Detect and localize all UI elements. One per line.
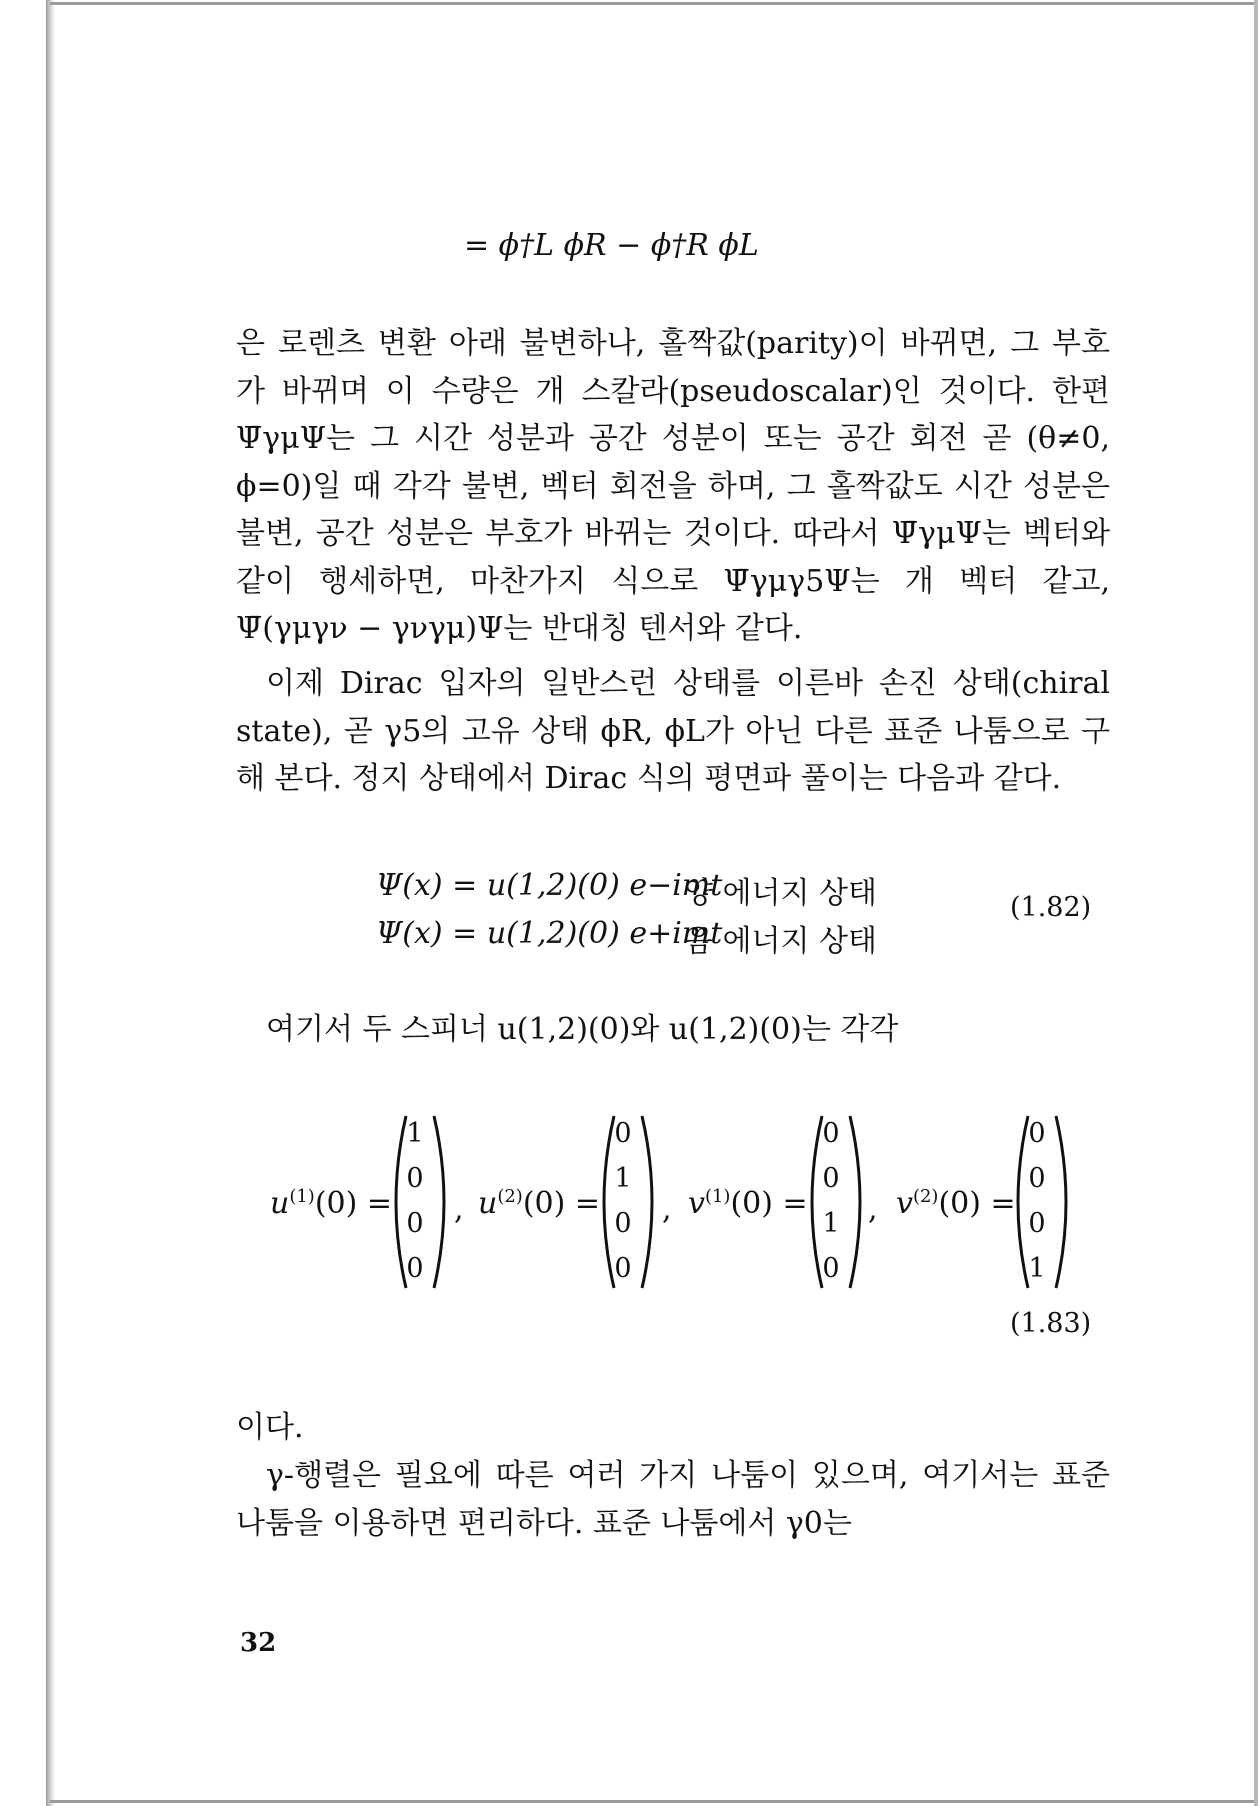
vector-u2-entry-4: 0 [614,1253,632,1284]
vector-u2-entry-3: 0 [614,1208,632,1239]
vector-u2-name [478,1186,600,1221]
vector-v2-entry-2: 0 [1028,1163,1046,1194]
vector-u1-symbol: u [270,1186,290,1221]
vector-u1-superscript: (1) [289,1186,315,1207]
vector-v1-entry-4: 0 [822,1253,840,1284]
vector-u1-entry-4: 0 [406,1253,424,1284]
page-top-edge [50,2,1258,5]
vector-u2-arg: (0) = [522,1186,600,1221]
vector-v2-symbol: v [896,1186,913,1221]
page-bottom-edge [50,1800,1258,1803]
paragraph-2: 이제 Dirac 입자의 일반스런 상태를 이른바 손진 상태(chiral state), 곧 γ5의 고유 상태 ϕR, ϕL가 아닌 다른 표준 나툼으로 구해 본다. 정지 상태에서 Dirac 식의 평면파 풀이는 다음과 같다. [236,666,1110,796]
top-equation: = ϕ†L ϕR − ϕ†R ϕL [464,228,759,263]
vector-v2-right-paren [1050,1114,1080,1290]
page-right-edge [1254,0,1258,1806]
vector-v1-superscript: (1) [704,1186,731,1207]
paragraph-1: 은 로렌츠 변환 아래 불변하나, 홀짝값(parity)이 바뀌면, 그 부호가 바뀌며 이 수량은 개 스칼라(pseudoscalar)인 것이다. 한편 Ψ̄γμΨ는 그 시간 성분과 공간 성분이 또는 공간 회전 곧 (θ≠0, ϕ=0)일 때 각각 불변, 벡터 회전을 하며, 그 홀짝값도 시간 성분은 불변, 공간 성분은 부호가 바뀌는 것이다. 따라서 Ψ̄γμΨ는 벡터와 같이 행세하면, 마찬가지 식으로 Ψ̄γμγ5Ψ는 개 벡터 같고, Ψ̄(γμγν − γνγμ)Ψ는 반대칭 텐서와 같다. [236,326,1110,646]
vector-v2-entry-4: 1 [1028,1253,1046,1284]
vector-u1-name [270,1186,392,1221]
vector-u1-entry-2: 0 [406,1163,424,1194]
vector-v2-entry-3: 0 [1028,1208,1046,1239]
paragraph-5: γ-행렬은 필요에 따른 여러 가지 나툼이 있으며, 여기서는 표준 나툼을 이용하면 편리하다. 표준 나툼에서 γ0는 [236,1458,1110,1541]
vector-v1-entry-3: 1 [822,1208,840,1239]
paragraph-3: 여기서 두 스피너 u(1,2)(0)와 u(1,2)(0)는 각각 [266,1012,899,1047]
vector-separator-3: , [868,1192,878,1227]
vector-u2-symbol: u [478,1186,498,1221]
vector-v2-superscript: (2) [912,1186,939,1207]
vector-u2-superscript: (2) [497,1186,523,1207]
eq-1-82-line-1-desc: 양 에너지 상태 [684,876,877,911]
vector-v1-arg: (0) = [730,1186,808,1221]
page-number: 32 [240,1628,277,1658]
vector-v1-name [688,1186,808,1221]
vector-u2-entry-2: 1 [614,1163,632,1194]
vector-separator-1: , [454,1192,464,1227]
eq-1-82-line-2: Ψ(x) = u(1,2)(0) e+imt [376,916,723,951]
vector-v2-name [896,1186,1016,1221]
eq-1-83-label: (1.83) [1010,1308,1092,1339]
paragraph-4: 이다. [236,1410,304,1445]
eq-1-82-line-1: Ψ(x) = u(1,2)(0) e−imt [376,868,723,903]
vector-u1-entry-1: 1 [406,1118,424,1149]
vector-v1-entry-2: 0 [822,1163,840,1194]
vector-v2-arg: (0) = [938,1186,1016,1221]
vector-v1-symbol: v [688,1186,705,1221]
eq-1-82-label: (1.82) [1010,892,1092,923]
vector-v2-entry-1: 0 [1028,1118,1046,1149]
vector-v1-entry-1: 0 [822,1118,840,1149]
vector-u1-entry-3: 0 [406,1208,424,1239]
vector-u1-arg: (0) = [314,1186,392,1221]
eq-1-82-line-2-desc: 음 에너지 상태 [684,924,877,959]
page-binding-edge [46,0,54,1806]
vector-u2-entry-1: 0 [614,1118,632,1149]
vector-separator-2: , [662,1192,672,1227]
